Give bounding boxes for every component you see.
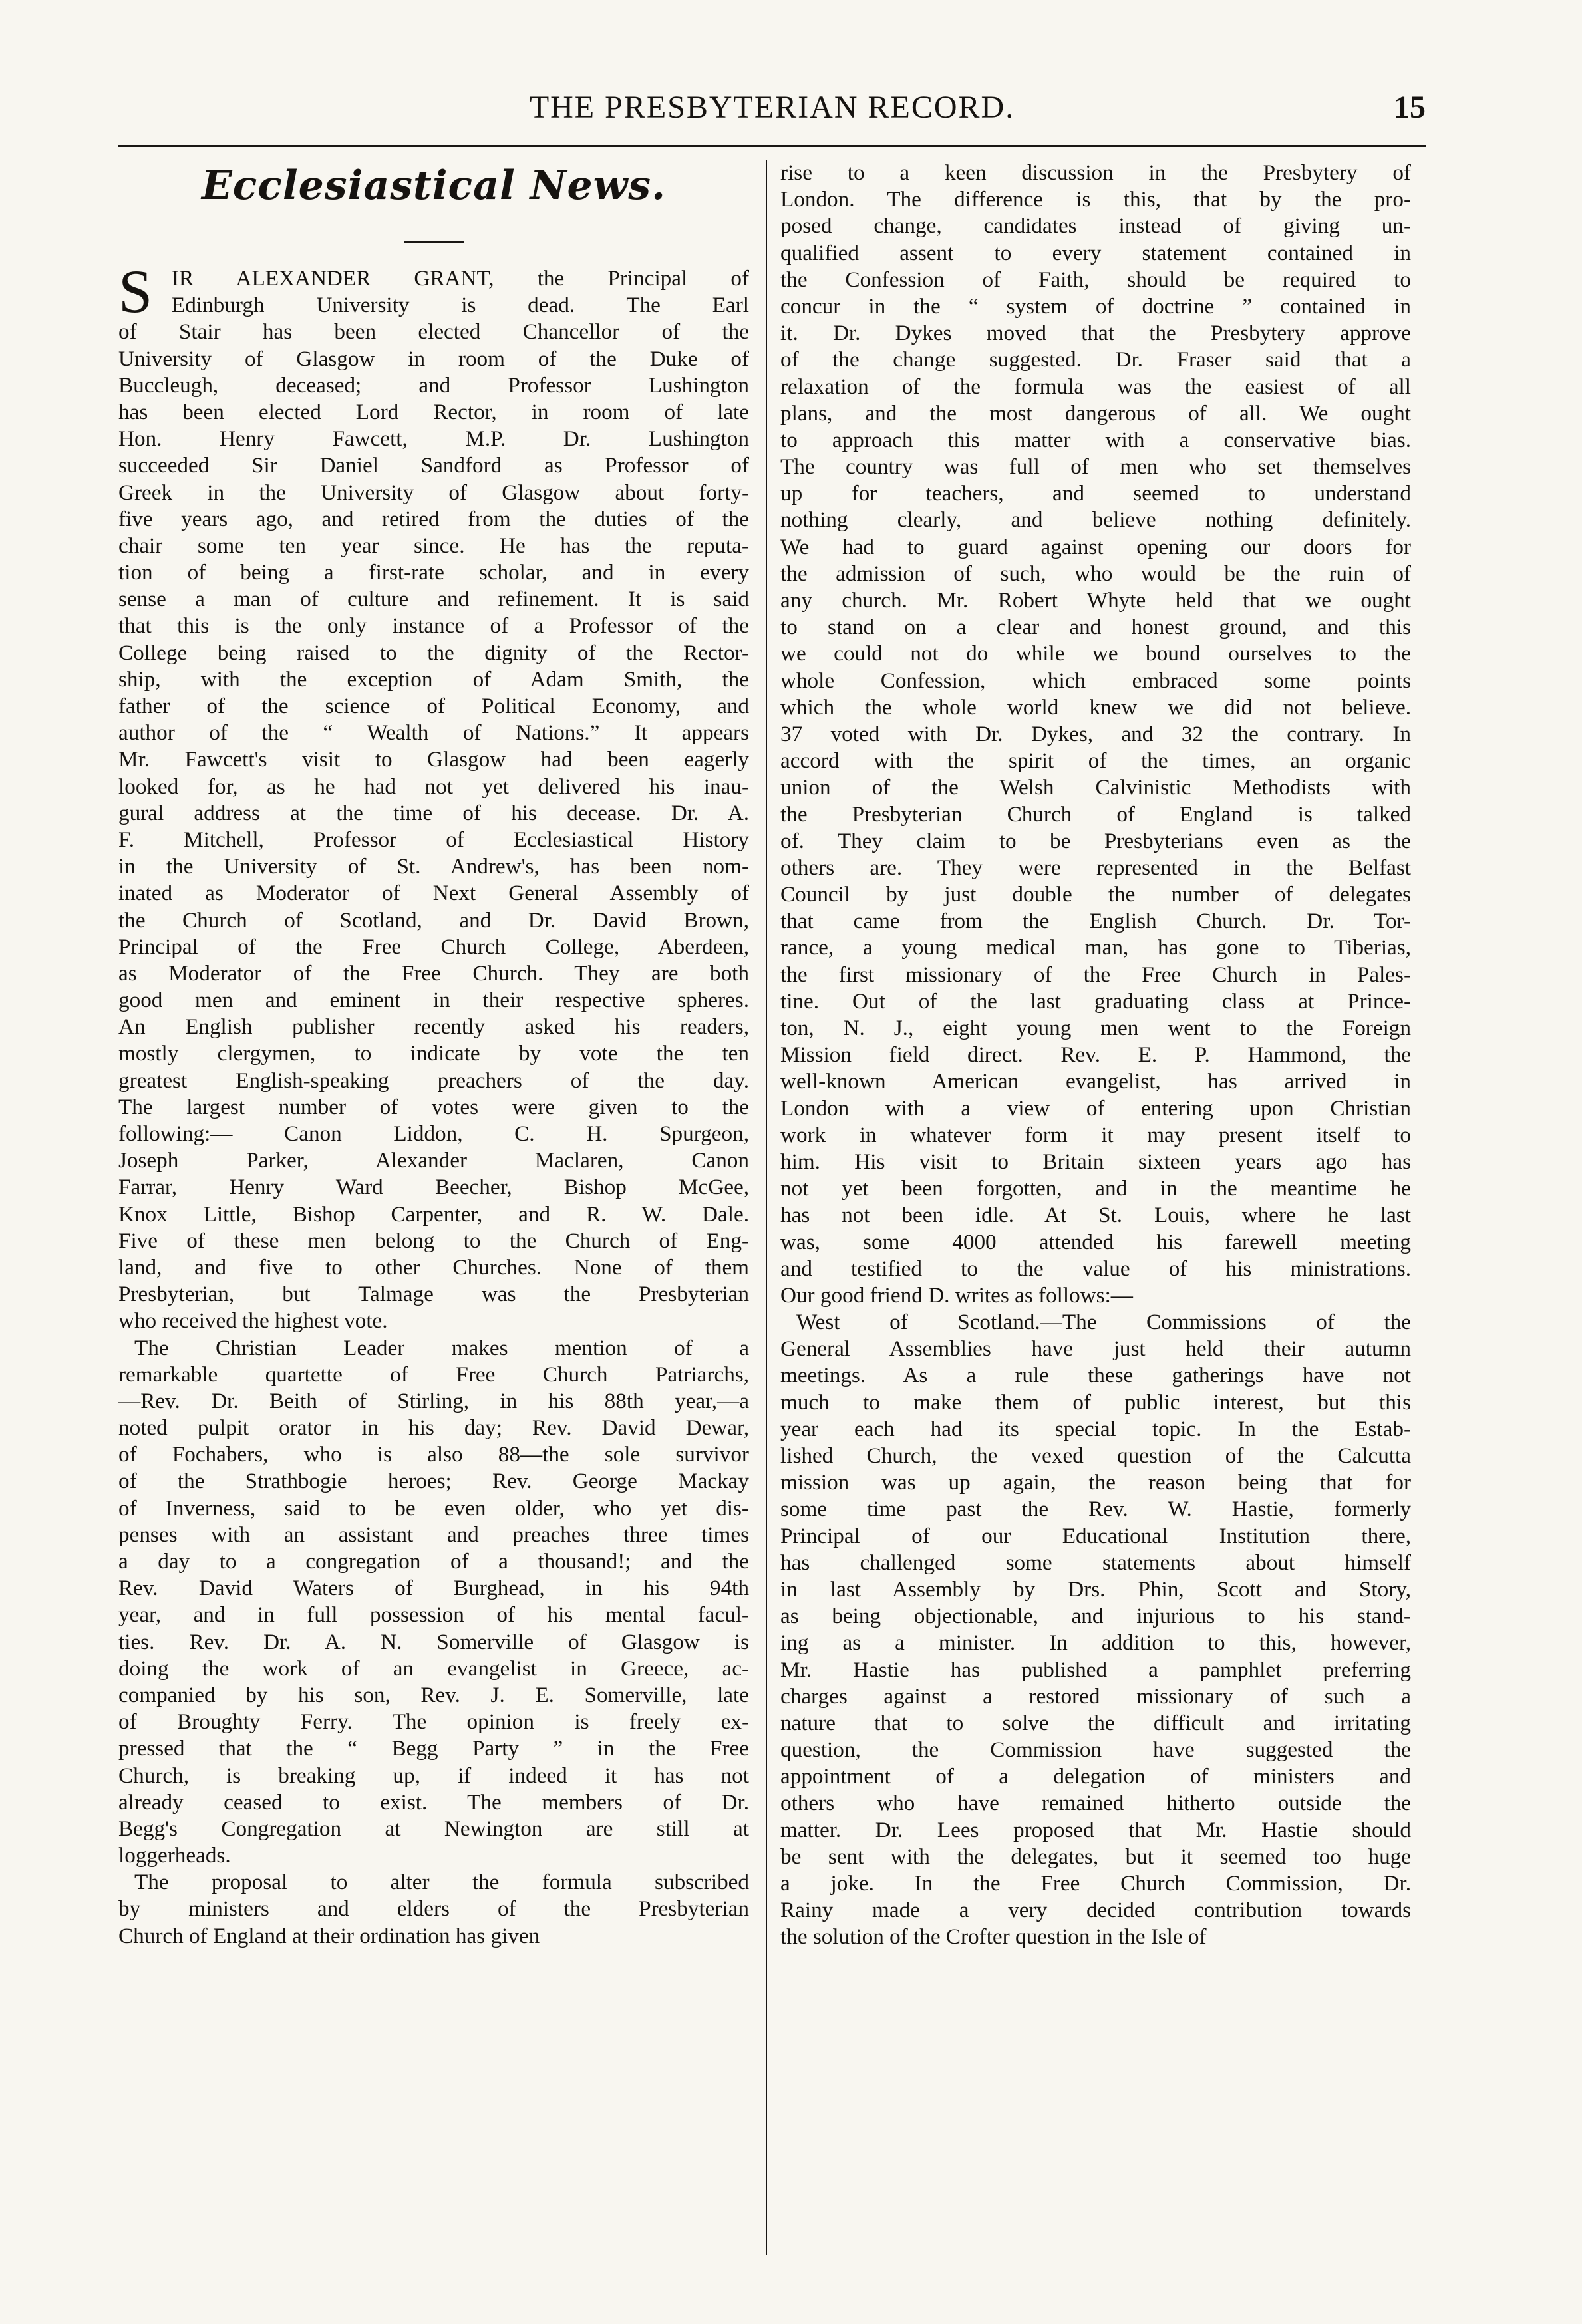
text-line: five years ago, and retired from the duties of the bbox=[118, 506, 749, 531]
text-line: ties. Rev. Dr. A. N. Somerville of Glasgow is bbox=[118, 1629, 749, 1654]
text-line: Greek in the University of Glasgow about forty- bbox=[118, 480, 749, 505]
text-line: of Broughty Ferry. The opinion is freely ex- bbox=[118, 1709, 749, 1735]
text-line: pressed that the “ Begg Party ” in the Free bbox=[118, 1736, 749, 1761]
text-line: ton, N. J., eight young men went to the Foreign bbox=[780, 1016, 1411, 1040]
text-line: in last Assembly by Drs. Phin, Scott and Story, bbox=[780, 1576, 1411, 1602]
text-line: others are. They were represented in the Belfast bbox=[780, 855, 1411, 880]
text-line: following:— Canon Liddon, C. H. Spurgeon, bbox=[118, 1121, 749, 1146]
column-divider bbox=[766, 160, 767, 2255]
text-line: Farrar, Henry Ward Beecher, Bishop McGee, bbox=[118, 1175, 749, 1200]
text-line: him. His visit to Britain sixteen years ago has bbox=[780, 1149, 1411, 1174]
text-line: has challenged some statements about himself bbox=[780, 1550, 1411, 1575]
newspaper-page bbox=[118, 80, 1426, 2268]
text-line: Knox Little, Bishop Carpenter, and R. W. Dale. bbox=[118, 1201, 749, 1227]
text-line: companied by his son, Rev. J. E. Somerville, late bbox=[118, 1682, 749, 1707]
text-line: who received the highest vote. bbox=[118, 1308, 388, 1334]
text-line: nature that to solve the difficult and irritating bbox=[780, 1710, 1411, 1735]
text-line: Principal of the Free Church College, Aberdeen, bbox=[118, 934, 749, 959]
text-line: of. They claim to be Presbyterians even as the bbox=[780, 828, 1411, 853]
text-line: father of the science of Political Economy, and bbox=[118, 694, 749, 718]
text-line: of the Strathbogie heroes; Rev. George Mackay bbox=[118, 1469, 749, 1494]
text-line: of Fochabers, who is also 88—the sole survivor bbox=[118, 1442, 749, 1467]
text-line: gural address at the time of his decease. Dr. A. bbox=[118, 800, 749, 825]
text-line: accord with the spirit of the times, an organic bbox=[780, 748, 1411, 774]
text-line: tine. Out of the last graduating class at Prince- bbox=[780, 988, 1411, 1014]
text-line: of Stair has been elected Chancellor of the bbox=[118, 319, 749, 345]
page-number: 15 bbox=[1394, 90, 1426, 125]
text-line: the solution of the Crofter question in the Isle of bbox=[780, 1924, 1207, 1950]
text-line: author of the “ Wealth of Nations.” It appears bbox=[118, 720, 749, 746]
text-line: Council by just double the number of delegates bbox=[780, 882, 1411, 907]
text-line: was, some 4000 attended his farewell meeting bbox=[780, 1229, 1411, 1254]
left-column-text bbox=[118, 257, 749, 1950]
text-line: The largest number of votes were given to the bbox=[118, 1094, 749, 1119]
text-line: Edinburgh University is dead. The Earl bbox=[172, 293, 749, 318]
text-line: a day to a congregation of a thousand!; and the bbox=[118, 1549, 749, 1574]
text-line: work in whatever form it may present itself to bbox=[780, 1122, 1411, 1147]
text-line: question, the Commission have suggested the bbox=[780, 1737, 1411, 1763]
text-line: as being objectionable, and injurious to his stand- bbox=[780, 1604, 1411, 1629]
text-line: nothing clearly, and believe nothing definitely. bbox=[780, 508, 1411, 533]
text-line: appointment of a delegation of ministers and bbox=[780, 1764, 1411, 1789]
text-line: Principal of our Educational Institution there, bbox=[780, 1523, 1411, 1548]
text-line: doing the work of an evangelist in Greece, ac- bbox=[118, 1656, 749, 1681]
text-line: College being raised to the dignity of the Rector- bbox=[118, 640, 749, 665]
text-line: the first missionary of the Free Church in Pales- bbox=[780, 962, 1411, 987]
text-line: to approach this matter with a conservative bias. bbox=[780, 427, 1411, 452]
text-line: year each had its special topic. In the Estab- bbox=[780, 1416, 1411, 1441]
drop-cap-letter: S bbox=[118, 257, 153, 325]
page-header bbox=[118, 80, 1426, 140]
text-line: has not been idle. At St. Louis, where he last bbox=[780, 1203, 1411, 1228]
text-line: of the change suggested. Dr. Fraser said that a bbox=[780, 347, 1411, 372]
text-line: land, and five to other Churches. None of them bbox=[118, 1254, 749, 1280]
text-line: charges against a restored missionary of such a bbox=[780, 1683, 1411, 1709]
text-line: University of Glasgow in room of the Duke of bbox=[118, 346, 749, 371]
text-line: ing as a minister. In addition to this, however, bbox=[780, 1630, 1411, 1656]
text-line: Mission field direct. Rev. E. P. Hammond, the bbox=[780, 1042, 1411, 1068]
text-line: Mr. Fawcett's visit to Glasgow had been eagerly bbox=[118, 747, 749, 772]
section-title: Ecclesiastical News. bbox=[202, 162, 666, 209]
text-line: Rev. David Waters of Burghead, in his 94th bbox=[118, 1576, 749, 1601]
text-line: which the whole world knew we did not believe. bbox=[780, 694, 1411, 720]
text-line: tion of being a first-rate scholar, and in every bbox=[118, 560, 749, 585]
text-line: chair some ten year since. He has the reputa- bbox=[118, 533, 749, 558]
text-line: has been elected Lord Rector, in room of late bbox=[118, 399, 749, 424]
text-line: already ceased to exist. The members of Dr. bbox=[118, 1789, 749, 1815]
text-line: London with a view of entering upon Christian bbox=[780, 1095, 1411, 1121]
text-line: that this is the only instance of a Professor of the bbox=[118, 613, 749, 639]
text-line: we could not do while we bound ourselves to the bbox=[780, 641, 1411, 666]
text-line: The Christian Leader makes mention of a bbox=[134, 1335, 749, 1360]
text-line: rance, a young medical man, has gone to Tiberias, bbox=[780, 935, 1411, 960]
text-line: Buccleugh, deceased; and Professor Lushington bbox=[118, 372, 749, 398]
text-line: in the University of St. Andrew's, has been nom- bbox=[118, 854, 749, 879]
text-line: General Assemblies have just held their autumn bbox=[780, 1336, 1411, 1362]
text-line: Hon. Henry Fawcett, M.P. Dr. Lushington bbox=[118, 426, 749, 452]
text-line: mostly clergymen, to indicate by vote the ten bbox=[118, 1041, 749, 1066]
text-line: matter. Dr. Lees proposed that Mr. Hastie should bbox=[780, 1817, 1411, 1842]
text-line: loggerheads. bbox=[118, 1843, 231, 1868]
title-dash bbox=[404, 241, 464, 243]
text-line: 37 voted with Dr. Dykes, and 32 the contrary. In bbox=[780, 721, 1411, 746]
text-line: others who have remained hitherto outside the bbox=[780, 1791, 1411, 1816]
text-line: it. Dr. Dykes moved that the Presbytery approve bbox=[780, 321, 1411, 346]
text-line: Church, is breaking up, if indeed it has not bbox=[118, 1763, 749, 1788]
running-title: THE PRESBYTERIAN RECORD. bbox=[529, 90, 1015, 125]
text-line: as Moderator of the Free Church. They are both bbox=[118, 960, 749, 986]
text-line: ship, with the exception of Adam Smith, the bbox=[118, 666, 749, 692]
text-line: The country was full of men who set themselves bbox=[780, 454, 1411, 480]
text-line: much to make them of public interest, but this bbox=[780, 1389, 1411, 1415]
text-line: rise to a keen discussion in the Presbytery of bbox=[780, 160, 1411, 185]
text-line: —Rev. Dr. Beith of Stirling, in his 88th year,—a bbox=[118, 1388, 749, 1413]
text-line: lished Church, the vexed question of the Calcutta bbox=[780, 1443, 1411, 1468]
text-line: We had to guard against opening our doors for bbox=[780, 534, 1411, 559]
text-line: Begg's Congregation at Newington are still at bbox=[118, 1816, 749, 1841]
text-line: Our good friend D. writes as follows:— bbox=[780, 1282, 1133, 1308]
text-line: up for teachers, and seemed to understand bbox=[780, 481, 1411, 506]
header-rule bbox=[118, 145, 1426, 147]
text-line: year, and in full possession of his mental facul- bbox=[118, 1602, 749, 1628]
text-line: that came from the English Church. Dr. Tor- bbox=[780, 909, 1411, 934]
text-line: the Presbyterian Church of England is talked bbox=[780, 801, 1411, 827]
text-line: be sent with the delegates, but it seemed too huge bbox=[780, 1844, 1411, 1869]
text-line: good men and eminent in their respective spheres. bbox=[118, 988, 749, 1013]
text-line: Mr. Hastie has published a pamphlet preferring bbox=[780, 1657, 1411, 1682]
text-line: IR ALEXANDER GRANT, the Principal of bbox=[172, 266, 749, 291]
text-line: greatest English-speaking preachers of the day. bbox=[118, 1068, 749, 1093]
text-line: Presbyterian, but Talmage was the Presbyterian bbox=[118, 1282, 749, 1307]
text-line: West of Scotland.—The Commissions of the bbox=[796, 1310, 1411, 1335]
text-line: Rainy made a very decided contribution towards bbox=[780, 1898, 1411, 1923]
text-line: penses with an assistant and preaches three times bbox=[118, 1522, 749, 1547]
text-line: and testified to the value of his ministrations. bbox=[780, 1256, 1411, 1281]
text-line: Joseph Parker, Alexander Maclaren, Canon bbox=[118, 1148, 749, 1173]
text-line: inated as Moderator of Next General Assembly of bbox=[118, 881, 749, 906]
text-line: to stand on a clear and honest ground, and this bbox=[780, 615, 1411, 640]
right-column-text bbox=[780, 160, 1411, 1951]
text-line: concur in the “ system of doctrine ” contained in bbox=[780, 293, 1411, 319]
text-line: Church of England at their ordination has given bbox=[118, 1923, 540, 1948]
text-line: by ministers and elders of the Presbyterian bbox=[118, 1896, 749, 1922]
text-line: sense a man of culture and refinement. It is said bbox=[118, 587, 749, 612]
text-line: some time past the Rev. W. Hastie, formerly bbox=[780, 1497, 1411, 1522]
text-line: the Confession of Faith, should be required to bbox=[780, 267, 1411, 292]
text-line: qualified assent to every statement contained in bbox=[780, 240, 1411, 265]
text-line: remarkable quartette of Free Church Patriarchs, bbox=[118, 1362, 749, 1387]
text-line: not yet been forgotten, and in the meantime he bbox=[780, 1176, 1411, 1201]
text-line: union of the Welsh Calvinistic Methodists with bbox=[780, 775, 1411, 800]
text-line: noted pulpit orator in his day; Rev. David Dewar, bbox=[118, 1415, 749, 1441]
text-line: posed change, candidates instead of giving un- bbox=[780, 214, 1411, 239]
text-line: the Church of Scotland, and Dr. David Brown, bbox=[118, 907, 749, 933]
text-line: a joke. In the Free Church Commission, Dr. bbox=[780, 1871, 1411, 1896]
text-line: meetings. As a rule these gatherings have not bbox=[780, 1363, 1411, 1388]
text-line: F. Mitchell, Professor of Ecclesiastical History bbox=[118, 827, 749, 852]
text-line: any church. Mr. Robert Whyte held that we ought bbox=[780, 588, 1411, 613]
text-line: Five of these men belong to the Church of Eng- bbox=[118, 1228, 749, 1253]
text-line: relaxation of the formula was the easiest of all bbox=[780, 374, 1411, 399]
left-column bbox=[118, 160, 749, 1950]
text-line: London. The difference is this, that by the pro- bbox=[780, 187, 1411, 212]
text-line: whole Confession, which embraced some points bbox=[780, 668, 1411, 693]
text-line: looked for, as he had not yet delivered his inau- bbox=[118, 774, 749, 799]
text-line: well-known American evangelist, has arrived in bbox=[780, 1069, 1411, 1094]
text-line: The proposal to alter the formula subscribed bbox=[134, 1870, 749, 1895]
text-line: of Inverness, said to be even older, who yet dis- bbox=[118, 1495, 749, 1521]
text-line: mission was up again, the reason being that for bbox=[780, 1470, 1411, 1495]
text-line: An English publisher recently asked his readers, bbox=[118, 1014, 749, 1040]
right-column bbox=[780, 160, 1411, 1951]
text-line: succeeded Sir Daniel Sandford as Professor of bbox=[118, 453, 749, 478]
text-line: plans, and the most dangerous of all. We ought bbox=[780, 400, 1411, 426]
text-line: the admission of such, who would be the ruin of bbox=[780, 561, 1411, 586]
